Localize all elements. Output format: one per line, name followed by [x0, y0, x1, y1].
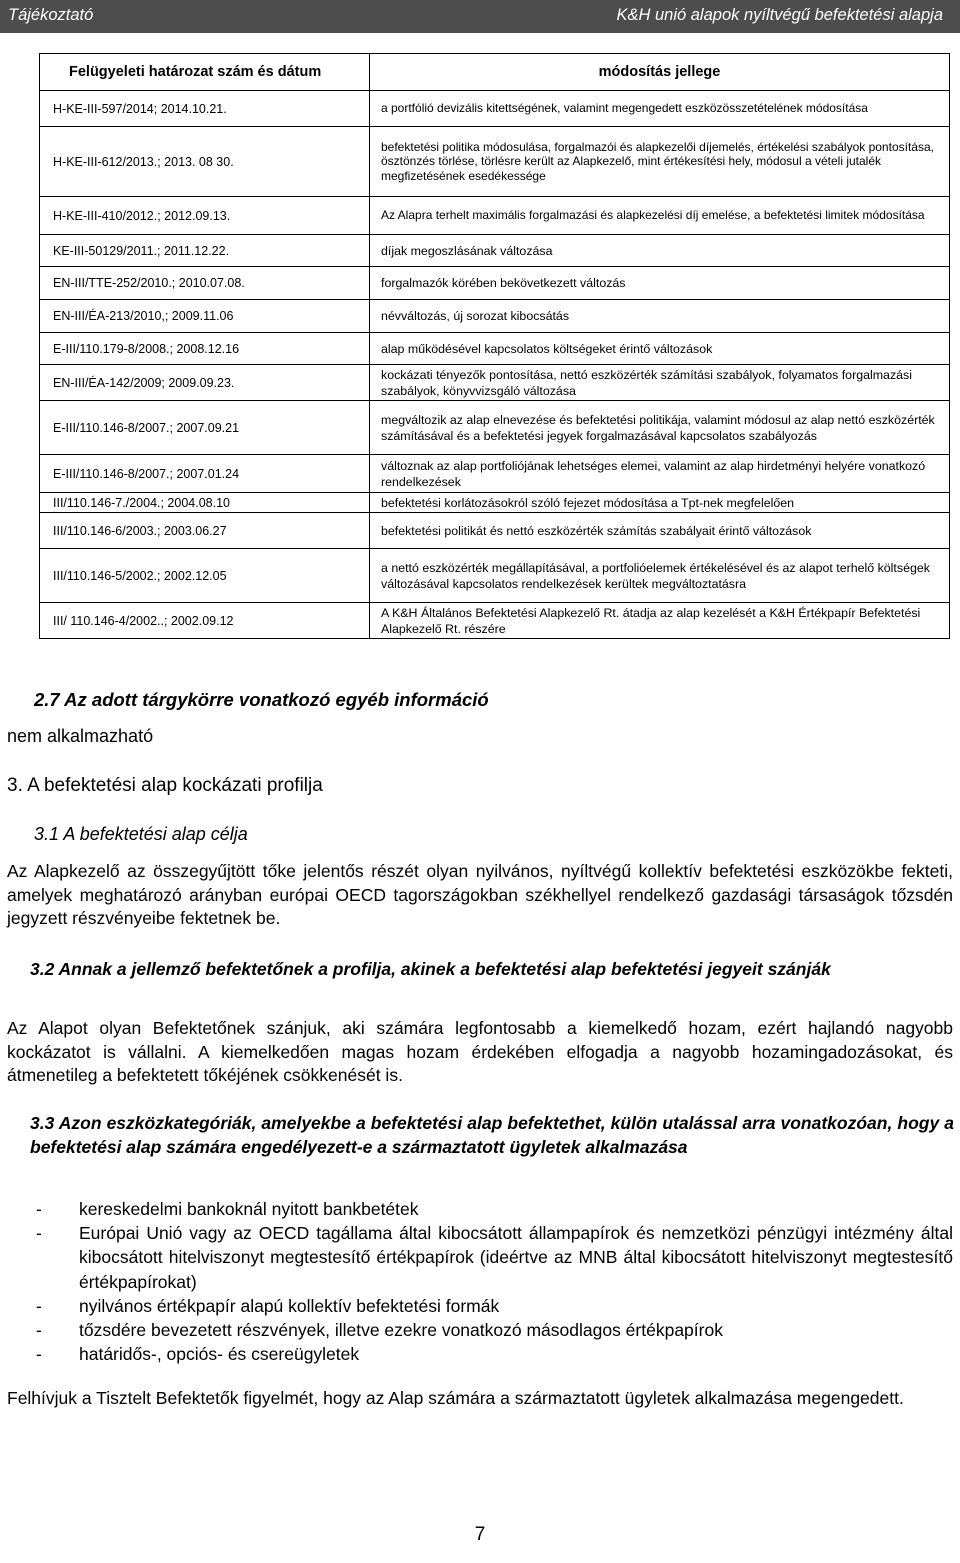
table-row [40, 300, 950, 333]
list-item [7, 1294, 953, 1318]
decision-cell: III/110.146-6/2003.; 2003.06.27 [40, 513, 370, 549]
list-dash: - [36, 1295, 42, 1316]
decision-cell: H-KE-III-410/2012.; 2012.09.13. [40, 197, 370, 235]
column-header-decision: Felügyeleti határozat szám és dátum [40, 54, 370, 91]
column-header-change-type: módosítás jellege [370, 54, 950, 91]
list-dash: - [36, 1223, 42, 1244]
list-dash: - [36, 1320, 42, 1341]
list-item [7, 1342, 953, 1366]
decision-cell: H-KE-III-612/2013.; 2013. 08 30. [40, 127, 370, 197]
change-text: a portfólió devizális kitettségének, valamint megengedett eszközösszetételének módosítása [381, 101, 868, 116]
change-cell: megváltozik az alap elnevezése és befektetési politikája, valamint módosul az alap nettó eszközérték számításával és a befektetési jegyek forgalmazásával kapcsolatos szabályozás [370, 401, 950, 455]
list-item [7, 1221, 953, 1294]
decision-cell: E-III/110.146-8/2007.; 2007.09.21 [40, 401, 370, 455]
change-cell: a nettó eszközérték megállapításával, a portfolióelemek értékelésével és az alapot terhelő költségek változásával kapcsolatos rendelkezések kerültek megváltoztatásra [370, 549, 950, 603]
page-number: 7 [474, 1524, 486, 1545]
table-row [40, 493, 950, 513]
decision-cell: KE-III-50129/2011.; 2011.12.22. [40, 235, 370, 267]
change-text: Az Alapra terhelt maximális forgalmazási és alapkezelési díj emelése, a befektetési limitek módosítása [381, 208, 925, 223]
table-row [40, 549, 950, 603]
change-cell: változnak az alap portfoliójának lehetséges elemei, valamint az alap hirdetményi helyére vonatkozó rendelkezések [370, 455, 950, 493]
table-header-row [40, 54, 950, 91]
change-cell [370, 197, 950, 235]
asset-categories-list [7, 1197, 953, 1366]
decision-cell: E-III/110.146-8/2007.; 2007.01.24 [40, 455, 370, 493]
decision-cell: H-KE-III-597/2014; 2014.10.21. [40, 91, 370, 127]
list-item-text: Európai Unió vagy az OECD tagállama által kibocsátott állampapírok és nemzetközi pénzügyi intézmény által kibocsátott hitelviszonyt megtestesítő értékpapírok (ideértve az MNB által kibocsátott hitelviszonyt megtestesítő értékpapírokat) [79, 1223, 953, 1292]
table-row [40, 333, 950, 365]
change-cell [370, 127, 950, 197]
list-dash: - [36, 1199, 42, 1219]
section-2-7-heading: 2.7 Az adott tárgykörre vonatkozó egyéb információ [34, 689, 489, 710]
table-row [40, 91, 950, 127]
table-row [40, 401, 950, 455]
change-cell: A K&H Általános Befektetési Alapkezelő Rt. átadja az alap kezelését a K&H Értékpapír Befektetési Alapkezelő Rt. részére [370, 603, 950, 639]
change-cell [370, 91, 950, 127]
table-row [40, 455, 950, 493]
section-3-1-paragraph: Az Alapkezelő az összegyűjtött tőke jelentős részét olyan nyilvános, nyíltvégű kollektív befektetési eszközökbe fekteti, amelyek meghatározó arányban európai OECD tagországokban székhellyel rendelkező gazdasági társaságok tőzsdén jegyzett részvényeibe fektetnek be. [7, 861, 953, 929]
decision-cell: E-III/110.179-8/2008.; 2008.12.16 [40, 333, 370, 365]
derivatives-notice-paragraph: Felhívjuk a Tisztelt Befektetők figyelmét, hogy az Alap számára a származtatott ügyletek alkalmazása megengedett. [7, 1388, 904, 1408]
section-3-2-paragraph: Az Alapot olyan Befektetőnek szánjuk, aki számára legfontosabb a kiemelkedő hozam, ezért hajlandó nagyobb kockázatot is vállalni. A kiemelkedően magas hozam érdekében elfogadja a nagyobb hozamingadozásokat, és átmenetileg a befektetett tőkéjének csökkenését is. [7, 1018, 953, 1086]
section-3-1-heading: 3.1 A befektetési alap célja [34, 824, 248, 844]
decision-cell: III/ 110.146-4/2002..; 2002.09.12 [40, 603, 370, 639]
list-item-text: tőzsdére bevezetett részvények, illetve ezekre vonatkozó másodlagos értékpapírok [79, 1320, 723, 1341]
change-cell: névváltozás, új sorozat kibocsátás [370, 300, 950, 333]
list-item-text: határidős-, opciós- és csereügyletek [79, 1344, 360, 1365]
change-cell: alap működésével kapcsolatos költségeket érintő változások [370, 333, 950, 365]
decision-cell: III/110.146-5/2002.; 2002.12.05 [40, 549, 370, 603]
decision-cell: EN-III/ÉA-142/2009; 2009.09.23. [40, 365, 370, 401]
table-row [40, 235, 950, 267]
decision-cell: III/110.146-7./2004.; 2004.08.10 [40, 493, 370, 513]
table-row [40, 197, 950, 235]
header-right-title: K&H unió alapok nyíltvégű befektetési alapja [616, 6, 943, 24]
change-text: befektetési politika módosulása, forgalmazói és alapkezelői díjemelés, értékelési szabályok pontosítása, ösztönzés törlése, törlésre került az Alapkezelő, mint értékesítési hely, módosul a vételi jutalék megfizetésének esedékessége [381, 139, 934, 183]
decision-cell: EN-III/TTE-252/2010.; 2010.07.08. [40, 267, 370, 300]
header-left-title: Tájékoztató [8, 6, 94, 24]
change-cell: befektetési politikát és nettó eszközérték számítás szabályait érintő változások [370, 513, 950, 549]
table-row [40, 603, 950, 639]
table-row [40, 513, 950, 549]
list-item [7, 1197, 953, 1221]
section-3-2-heading: 3.2 Annak a jellemző befektetőnek a profilja, akinek a befektetési alap befektetési jegyeit szánják [30, 959, 831, 979]
section-3-3-heading: 3.3 Azon eszközkategóriák, amelyekbe a befektetési alap befektethet, külön utalással arra vonatkozóan, hogy a befektetési alap számára engedélyezett-e a származtatott ügyletek alkalmazása [30, 1113, 954, 1157]
change-cell: díjak megoszlásának változása [370, 235, 950, 267]
list-item-text: nyilvános értékpapír alapú kollektív befektetési formák [79, 1295, 500, 1316]
change-cell: befektetési korlátozásokról szóló fejezet módosítása a Tpt-nek megfelelően [370, 493, 950, 513]
page-header [0, 0, 960, 33]
change-cell: kockázati tényezők pontosítása, nettó eszközérték számítási szabályok, folyamatos forgalmazási szabályok, könyvvizsgáló változása [370, 365, 950, 401]
table-row [40, 127, 950, 197]
amendments-table [39, 53, 950, 639]
list-item [7, 1318, 953, 1342]
list-dash: - [36, 1344, 42, 1365]
section-3-heading: 3. A befektetési alap kockázati profilja [7, 775, 323, 796]
table-row [40, 267, 950, 300]
change-cell: forgalmazók körében bekövetkezett változás [370, 267, 950, 300]
decision-cell: EN-III/ÉA-213/2010,; 2009.11.06 [40, 300, 370, 333]
section-2-7-text: nem alkalmazható [7, 726, 154, 746]
list-item-text: kereskedelmi bankoknál nyitott bankbetétek [79, 1199, 419, 1219]
table-row [40, 365, 950, 401]
